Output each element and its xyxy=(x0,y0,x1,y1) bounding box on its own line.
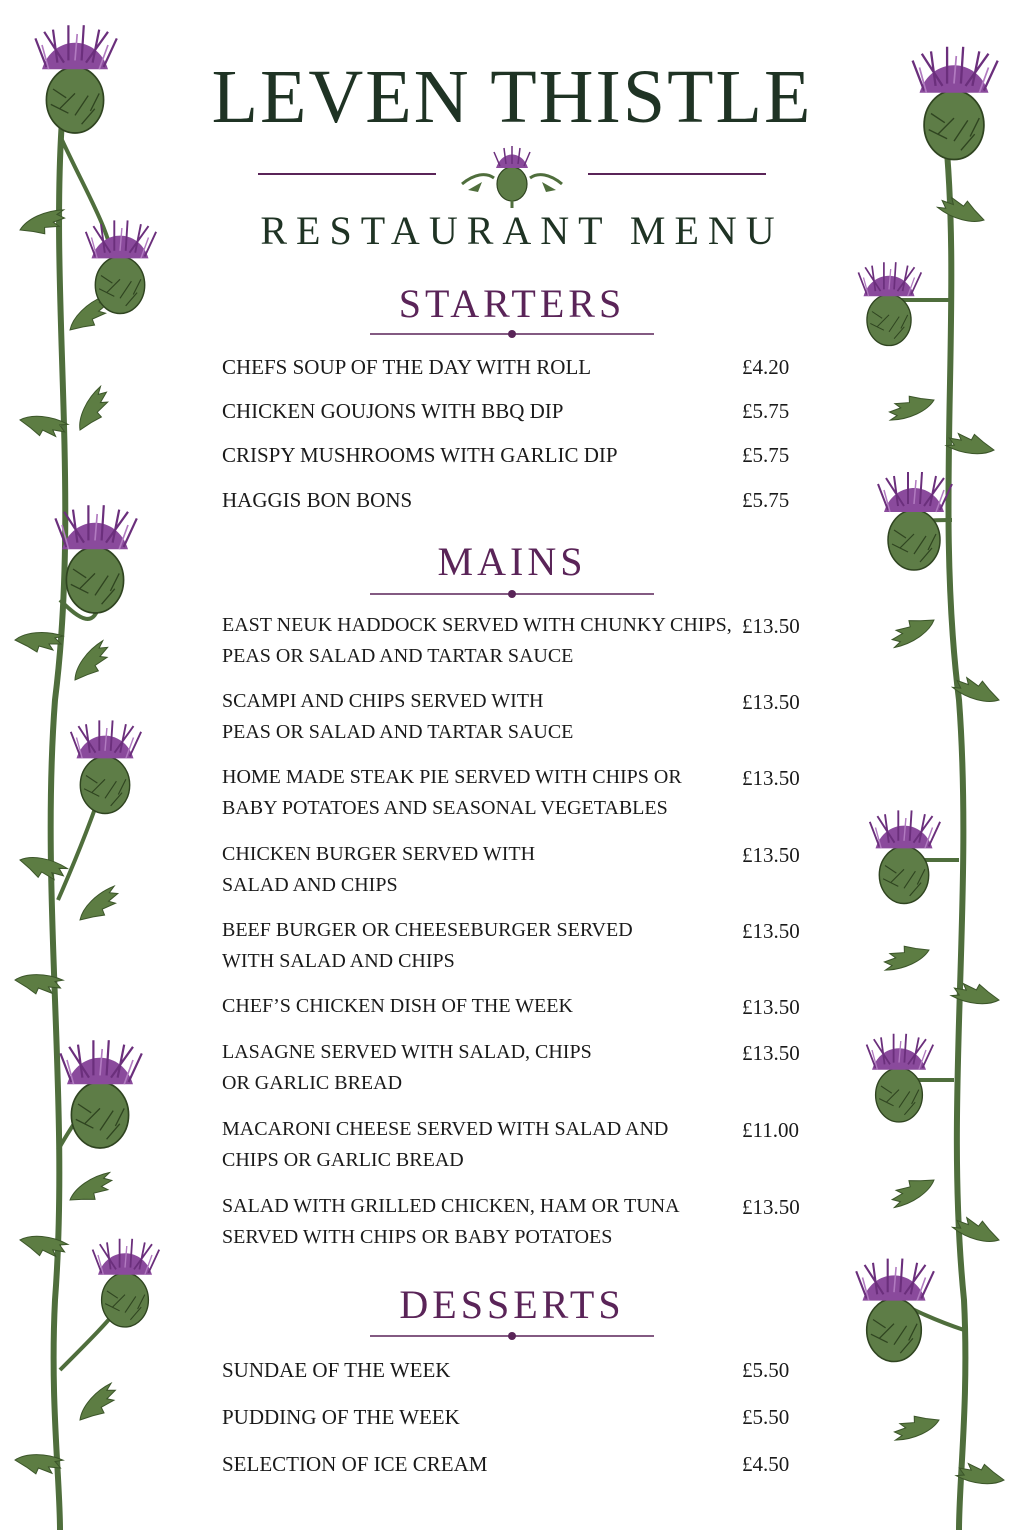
menu-item-line: BEEF BURGER OR CHEESEBURGER SERVED xyxy=(222,919,633,941)
menu-item-name: SUNDAE OF THE WEEK xyxy=(222,1358,451,1382)
thistle-emblem-icon xyxy=(462,146,562,208)
menu-item-price: £13.50 xyxy=(742,919,800,943)
menu-item-line: CHEF’S CHICKEN DISH OF THE WEEK xyxy=(222,995,573,1017)
menu-item-name xyxy=(222,1191,742,1253)
menu-item-price: £5.75 xyxy=(742,488,790,512)
menu-item-line: SCAMPI AND CHIPS SERVED WITH xyxy=(222,690,544,712)
section-rule xyxy=(370,1330,654,1342)
menu-item-price: £4.20 xyxy=(742,355,790,379)
menu-item-line: MACARONI CHEESE SERVED WITH SALAD AND xyxy=(222,1118,669,1140)
menu-item-price: £5.50 xyxy=(742,1358,790,1382)
menu-item-line: PEAS OR SALAD AND TARTAR SAUCE xyxy=(222,645,574,667)
mains-heading: MAINS xyxy=(437,539,587,584)
menu-item-price: £13.50 xyxy=(742,843,800,867)
menu-item-line: HOME MADE STEAK PIE SERVED WITH CHIPS OR xyxy=(222,766,682,788)
menu-item-price: £13.50 xyxy=(742,690,800,714)
menu-item-line: OR GARLIC BREAD xyxy=(222,1072,403,1094)
menu-item-price: £5.75 xyxy=(742,399,790,423)
menu-item-line: SERVED WITH CHIPS OR BABY POTATOES xyxy=(222,1226,613,1248)
section-rule xyxy=(370,588,654,600)
menu-item-price: £13.50 xyxy=(742,995,800,1019)
menu-item-price: £5.50 xyxy=(742,1405,790,1429)
menu-item-name xyxy=(222,839,742,901)
desserts-heading: DESSERTS xyxy=(399,1282,625,1327)
menu-item-price: £13.50 xyxy=(742,1041,800,1065)
menu-item-price: £5.75 xyxy=(742,443,790,467)
menu-item-line: PEAS OR SALAD AND TARTAR SAUCE xyxy=(222,721,574,743)
menu-item-name xyxy=(222,762,742,824)
menu-item-price: £13.50 xyxy=(742,766,800,790)
menu-item-line: EAST NEUK HADDOCK SERVED WITH CHUNKY CHIPS, xyxy=(222,614,732,636)
menu-item-line: LASAGNE SERVED WITH SALAD, CHIPS xyxy=(222,1041,592,1063)
menu-item-name xyxy=(222,1037,742,1099)
menu-item-name xyxy=(222,1114,742,1176)
menu-item-name: CHEFS SOUP OF THE DAY WITH ROLL xyxy=(222,355,592,379)
starters-heading: STARTERS xyxy=(398,281,626,326)
menu-subtitle: RESTAURANT MENU xyxy=(260,208,784,253)
menu-item-name: SELECTION OF ICE CREAM xyxy=(222,1452,488,1476)
restaurant-title: LEVEN THISTLE xyxy=(211,55,813,139)
menu-item-name: CRISPY MUSHROOMS WITH GARLIC DIP xyxy=(222,443,618,467)
menu-item-name: HAGGIS BON BONS xyxy=(222,488,413,512)
menu-item-line: BABY POTATOES AND SEASONAL VEGETABLES xyxy=(222,797,668,819)
menu-item-price: £13.50 xyxy=(742,1195,800,1219)
menu-item-name xyxy=(222,991,742,1022)
menu-item-line: SALAD AND CHIPS xyxy=(222,874,398,896)
menu-item-line: CHIPS OR GARLIC BREAD xyxy=(222,1149,464,1171)
section-rule xyxy=(370,328,654,340)
menu-item-name: PUDDING OF THE WEEK xyxy=(222,1405,460,1429)
menu-item-price: £11.00 xyxy=(742,1118,799,1142)
title-divider xyxy=(0,138,1024,208)
menu-item-name xyxy=(222,610,742,672)
menu-item-line: CHICKEN BURGER SERVED WITH xyxy=(222,843,536,865)
menu-item-price: £13.50 xyxy=(742,614,800,638)
menu-item-name: CHICKEN GOUJONS WITH BBQ DIP xyxy=(222,399,564,423)
menu-item-price: £4.50 xyxy=(742,1452,790,1476)
menu-item-name xyxy=(222,915,742,977)
menu-item-line: SALAD WITH GRILLED CHICKEN, HAM OR TUNA xyxy=(222,1195,680,1217)
menu-item-name xyxy=(222,686,742,748)
menu-item-line: WITH SALAD AND CHIPS xyxy=(222,950,455,972)
